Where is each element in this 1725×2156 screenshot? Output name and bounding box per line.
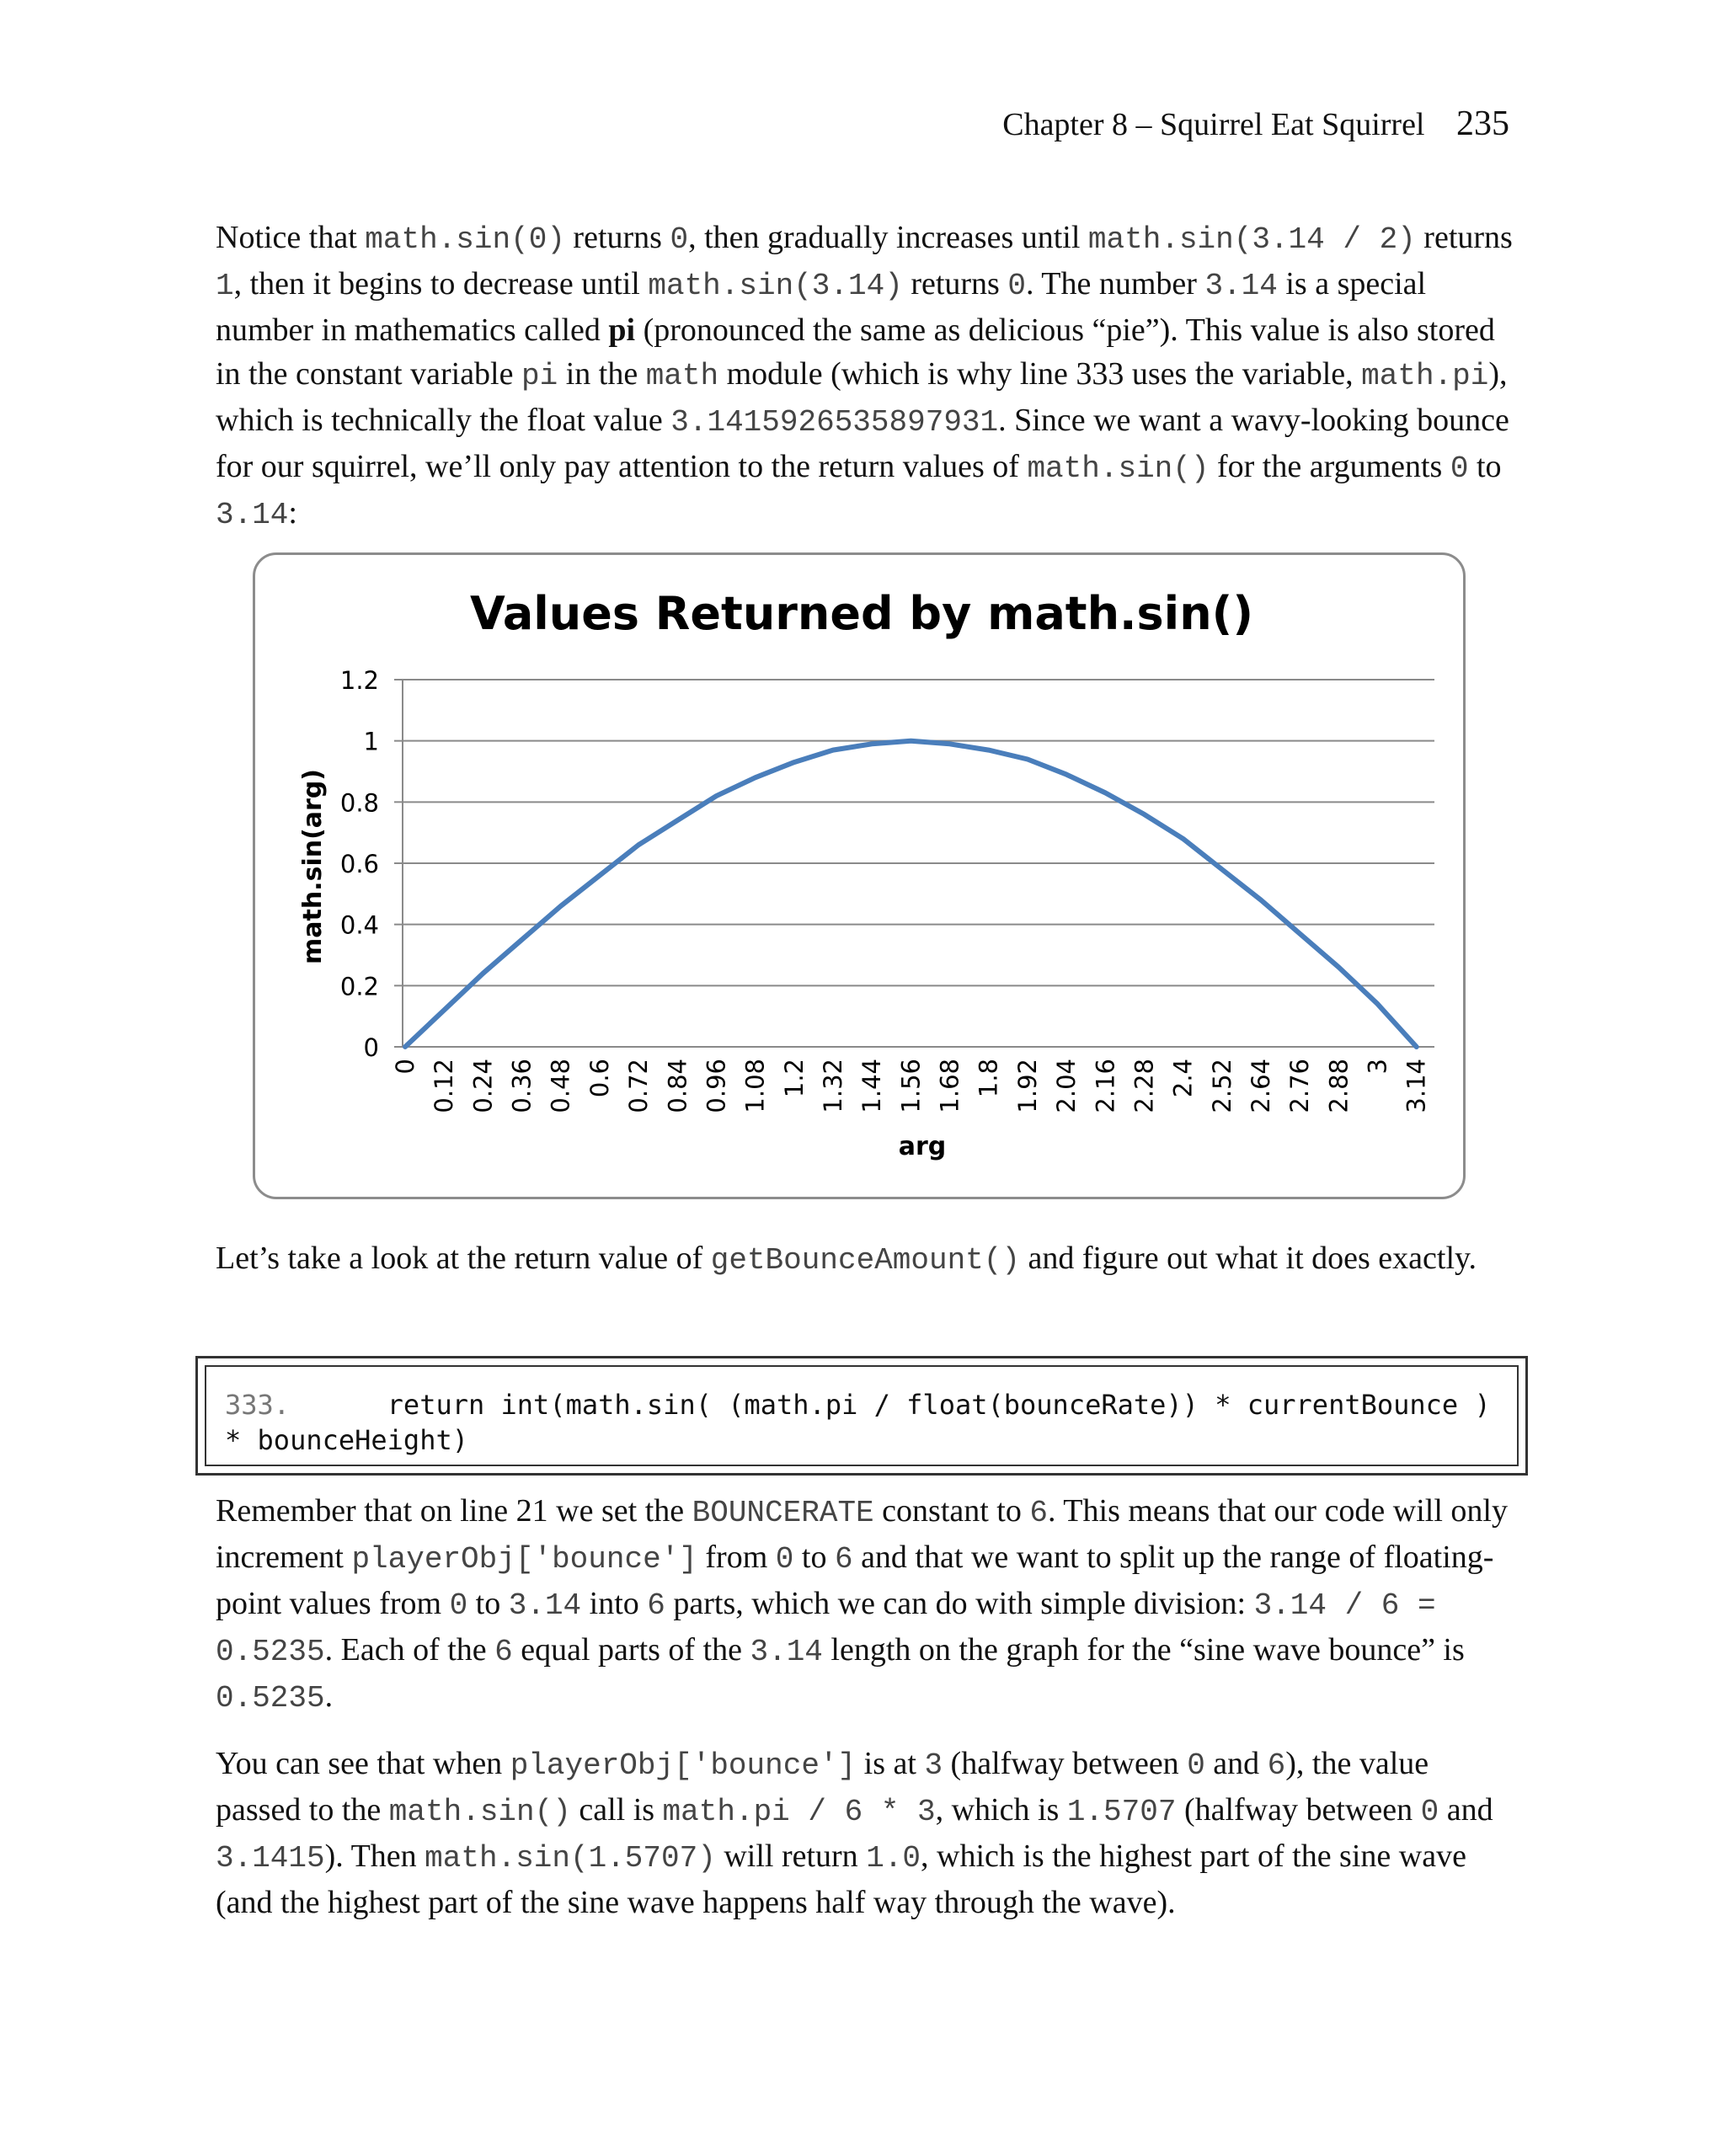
x-tick-label: 1.32 [818, 1059, 847, 1113]
chart-canvas [255, 555, 1468, 1202]
x-tick-label: 2.52 [1207, 1059, 1236, 1113]
y-axis-label: math.sin(arg) [298, 768, 328, 965]
data-point [1026, 758, 1028, 760]
x-tick-label: 1.92 [1012, 1059, 1042, 1113]
data-point [1338, 966, 1340, 969]
inline-code: 1.0 [866, 1841, 921, 1876]
inline-code: getBounceAmount() [710, 1243, 1020, 1278]
inline-code: 0 [449, 1588, 468, 1623]
inline-code: 6 [647, 1588, 665, 1623]
code-line-333 [225, 1387, 1507, 1458]
line-number: 333. [225, 1389, 291, 1421]
x-tick-label: 0.48 [546, 1059, 575, 1113]
y-tick-label: 0 [363, 1033, 379, 1062]
inline-code: 3 [924, 1748, 943, 1783]
series-line-sin [405, 741, 1417, 1047]
data-point [559, 905, 562, 907]
inline-code: 6 [494, 1635, 513, 1669]
y-tick-label: 0.6 [339, 850, 379, 878]
data-point [715, 795, 718, 798]
x-tick-label: 0.84 [663, 1059, 692, 1113]
inline-code: math.pi / 6 * 3 [662, 1795, 936, 1829]
data-point [793, 761, 795, 764]
inline-code: math.sin() [388, 1795, 571, 1829]
paragraph-bouncerate: Remember that on line 21 we set the BOUNCERATE constant to 6. This means that our code will only increment playerObj['bounce'] from 0 to 6 and that we want to split up the range of floating-point values from 0 to 3.14 into 6 parts, which we can do with simple division: 3.14 / 6 = 0.5235. Each of the 6 equal parts of the 3.14 length on the graph for the “sine wave bounce” is 0.5235. [216, 1493, 1508, 1716]
data-point [1259, 899, 1262, 901]
inline-code: 3.14 / 6 = 0.5235 [216, 1588, 1436, 1669]
y-tick-label: 0.8 [339, 788, 379, 818]
inline-code: 0.5235 [216, 1681, 325, 1716]
data-point [1220, 868, 1223, 871]
x-tick-label: 1.68 [935, 1059, 964, 1113]
paragraph-bounce-amount: Let’s take a look at the return value of getBounceAmount() and figure out what it does exactly. [216, 1241, 1477, 1278]
inline-code: BOUNCERATE [692, 1496, 874, 1530]
data-point [1104, 792, 1107, 794]
series-layer [404, 739, 1418, 1048]
x-axis-label: arg [898, 1132, 947, 1161]
x-tick-label: 2.28 [1130, 1059, 1159, 1113]
x-tick-label: 1.08 [740, 1059, 770, 1113]
inline-code: math.sin(1.5707) [425, 1841, 716, 1876]
x-tick-label: 0.72 [624, 1059, 654, 1113]
data-point [987, 749, 990, 751]
inline-code: math.sin(3.14) [648, 269, 903, 303]
chart-gridlines [394, 680, 1434, 1047]
data-point [1376, 1003, 1379, 1006]
x-tick-label: 3 [1363, 1059, 1392, 1075]
data-point [1065, 773, 1068, 776]
inline-code: 6 [1267, 1748, 1286, 1783]
data-point [948, 743, 951, 745]
data-point [676, 819, 679, 822]
x-tick-label: 3.14 [1402, 1059, 1431, 1113]
data-point [1143, 813, 1146, 815]
chapter-title: Chapter 8 – Squirrel Eat Squirrel [1002, 107, 1425, 142]
inline-code: 6 [834, 1542, 853, 1577]
inline-code: playerObj['bounce'] [351, 1542, 697, 1577]
inline-code: 0 [1007, 269, 1026, 303]
inline-code: math.sin(3.14 / 2) [1087, 222, 1416, 257]
x-tick-label: 0 [391, 1059, 419, 1075]
x-tick-label: 2.16 [1091, 1059, 1120, 1113]
x-tick-label: 2.04 [1052, 1059, 1081, 1113]
x-axis-ticks [391, 1059, 1431, 1113]
x-tick-label: 0.96 [702, 1059, 731, 1113]
x-tick-label: 0.36 [507, 1059, 537, 1113]
y-tick-label: 1 [363, 727, 379, 756]
inline-code: 1 [216, 269, 234, 303]
data-point [404, 1046, 407, 1049]
data-point [1182, 837, 1184, 840]
y-axis-ticks [340, 666, 379, 1062]
x-tick-label: 0.6 [585, 1059, 614, 1098]
inline-code: playerObj['bounce'] [510, 1748, 857, 1783]
inline-code: pi [521, 359, 558, 393]
inline-code: 0 [670, 222, 689, 257]
inline-code: 0 [775, 1542, 794, 1577]
y-tick-label: 0.2 [339, 972, 379, 1001]
inline-code: 0 [1187, 1748, 1205, 1783]
inline-code: 0 [1420, 1795, 1439, 1829]
paragraph-halfway: You can see that when playerObj['bounce'] is at 3 (halfway between 0 and 6), the value passed to the math.sin() call is math.pi / 6 * 3, which is 1.5707 (halfway between 0 and 3.1415). Then math.sin(1.5707) will return 1.0, which is the highest part of the sine wave (and the highest part of the sine wave happens half way through the wave). [216, 1746, 1493, 1920]
page-header [1002, 106, 1509, 141]
x-tick-label: 2.88 [1324, 1059, 1354, 1113]
data-point [1299, 932, 1301, 935]
y-tick-label: 1.2 [339, 666, 379, 695]
data-point [831, 749, 834, 751]
inline-code: math [645, 359, 719, 393]
data-point [482, 972, 484, 974]
x-tick-label: 1.56 [896, 1059, 926, 1113]
y-tick-label: 0.4 [339, 910, 379, 940]
data-point [443, 1009, 446, 1011]
data-point [754, 776, 756, 779]
paragraph-sine-intro: Notice that math.sin(0) returns 0, then gradually increases until math.sin(3.14 / 2) returns 1, then it begins to decrease until math.sin(3.14) returns 0. The number 3.14 is a special number in mathematics called pi (pronounced the same as delicious “pie”). This value is also stored in the constant variable pi in the math module (which is why line 333 uses the variable, math.pi), which is technically the float value 3.1415926535897931. Since we want a wavy-looking bounce for our squirrel, we’ll only pay attention to the return values of math.sin() for the arguments 0 to 3.14: [216, 220, 1513, 532]
inline-code: math.sin() [1027, 451, 1210, 486]
data-point [910, 739, 912, 742]
inline-code: 3.1415926535897931 [670, 405, 999, 440]
data-point [1415, 1046, 1418, 1049]
inline-code: 1.5707 [1066, 1795, 1177, 1829]
inline-code: 3.14 [1204, 269, 1278, 303]
x-tick-label: 2.76 [1285, 1059, 1315, 1113]
inline-code: 3.14 [508, 1588, 582, 1623]
data-point [521, 938, 523, 941]
inline-code: 0 [1450, 451, 1469, 486]
bold-term-pi: pi [608, 312, 636, 348]
code-text: return int(math.sin( (math.pi / float(bounceRate)) * currentBounce ) * bounceHeight) [225, 1389, 1507, 1456]
inline-code: 3.14 [750, 1635, 823, 1669]
x-tick-label: 1.44 [857, 1059, 887, 1113]
inline-code: 6 [1029, 1496, 1048, 1530]
chart-title: Values Returned by math.sin() [470, 587, 1253, 640]
code-listing [195, 1356, 1528, 1476]
data-point [638, 844, 640, 846]
x-tick-label: 1.2 [779, 1059, 809, 1098]
x-tick-label: 0.12 [430, 1059, 459, 1113]
inline-code: math.pi [1361, 359, 1489, 393]
x-tick-label: 0.24 [468, 1059, 498, 1113]
x-tick-label: 2.64 [1246, 1059, 1275, 1113]
inline-code: 3.1415 [216, 1841, 325, 1876]
data-point [871, 743, 873, 745]
code-listing-inner [205, 1365, 1519, 1466]
inline-code: math.sin(0) [365, 222, 565, 257]
inline-code: 3.14 [216, 498, 289, 532]
x-tick-label: 2.4 [1168, 1059, 1198, 1098]
sine-chart [253, 552, 1466, 1199]
x-tick-label: 1.8 [974, 1059, 1003, 1098]
page-number: 235 [1456, 104, 1509, 143]
data-point [598, 874, 601, 877]
